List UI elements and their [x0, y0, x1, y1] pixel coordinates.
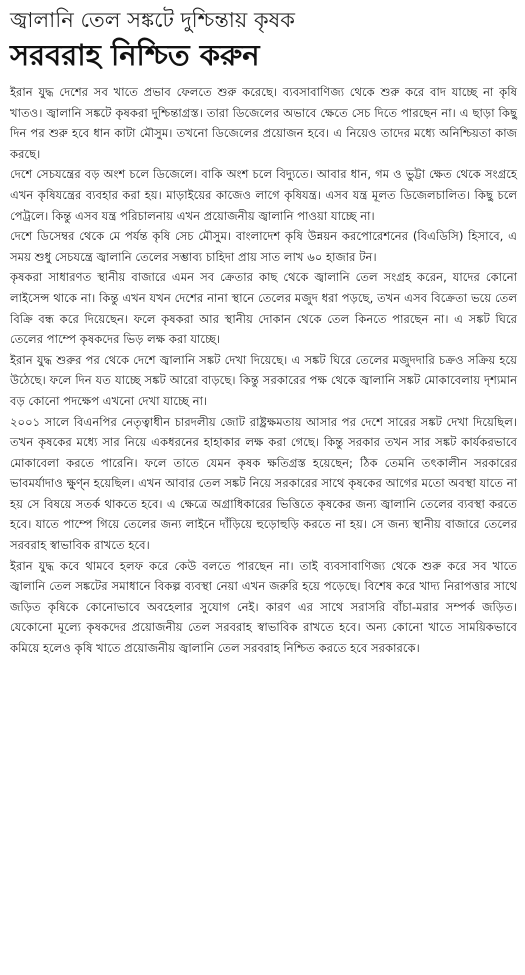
article-paragraph-7: ইরান যুদ্ধ কবে থামবে হলফ করে কেউ বলতে পারছেন না। তাই ব্যবসাবাণিজ্য থেকে শুরু করে সব খাতে জ্বালানি তেল সঙ্কটের সমাধানে বিকল্প ব্যবস্থা নেয়া এখন জরুরি হয়ে পড়েছে। বিশেষ করে খাদ্য নিরাপত্তার সাথে জড়িত কৃষিকে কোনোভাবে অবহেলার সুযোগ নেই। কারণ এর সাথে সরাসরি বাঁচা-মরার সম্পর্ক জড়িত। যেকোনো মূল্যে কৃষকদের প্রয়োজনীয় তেল সরবরাহ স্বাভাবিক রাখতে হবে। অন্য কোনো খাতে সাময়িকভাবে কমিয়ে হলেও কৃষি খাতে প্রয়োজনীয় জ্বালানি তেল সরবরাহ নিশ্চিত করতে হবে সরকারকে।	[10, 558, 518, 656]
article-paragraph-1: ইরান যুদ্ধ দেশের সব খাতে প্রভাব ফেলতে শুরু করেছে। ব্যবসাবাণিজ্য থেকে শুরু করে বাদ যাচ্ছে না কৃষি খাতও। জ্বালানি সঙ্কটে কৃষকরা দুশ্চিন্তাগ্রস্ত। তারা ডিজেলের অভাবে ক্ষেতে সেচ দিতে পারছেন না। এ ছাড়া কিছু দিন পর শুরু হবে ধান কাটা মৌসুম। তখনো ডিজেলের প্রয়োজন হবে। এ নিয়েও তাদের মধ্যে অনিশ্চিয়তা কাজ করছে।	[10, 85, 517, 161]
article-paragraph-4: কৃষকরা সাধারণত স্থানীয় বাজারে এমন সব ক্রেতার কাছ থেকে জ্বালানি তেল সংগ্রহ করেন, যাদের কোনো লাইসেন্স থাকে না। কিন্তু এখন যখন দেশের নানা স্থানে তেলের মজুদ ধরা পড়ছে, তখন এসব বিক্রেতা ভয়ে তেল বিক্রি বন্ধ করে দিয়েছেন। ফলে কৃষকরা আর স্থানীয় দোকান থেকে তেল কিনতে পারছেন না। এ সঙ্কট ঘিরে তেলের পাম্পে কৃষকদের ভিড় লক্ষ করা যাচ্ছে।	[10, 270, 517, 347]
article-body	[10, 82, 517, 659]
article-paragraph-3: দেশে ডিসেম্বর থেকে মে পর্যন্ত কৃষি সেচ মৌসুম। বাংলাদেশ কৃষি উন্নয়ন করপোরেশনের (বিএডিসি) হিসাবে, এ সময় শুধু সেচযন্ত্রে জ্বালানি তেলের সম্ভাব্য চাহিদা প্রায় সাত লাখ ৬০ হাজার টন।	[10, 229, 517, 264]
article-paragraph-5: ইরান যুদ্ধ শুরুর পর থেকে দেশে জ্বালানি সঙ্কট দেখা দিয়েছে। এ সঙ্কট ঘিরে তেলের মজুদদারি চক্রও সক্রিয় হয়ে উঠেছে। ফলে দিন যত যাচ্ছে সঙ্কট আরো বাড়ছে। কিন্তু সরকারের পক্ষ থেকে জ্বালানি সঙ্কট মোকাবেলায় দৃশ্যমান বড় কোনো পদক্ষেপ এখনো দেখা যাচ্ছে না।	[10, 352, 517, 408]
article-kicker: জ্বালানি তেল সঙ্কটে দুশ্চিন্তায় কৃষক	[10, 8, 295, 32]
article-paragraph-2: দেশে সেচযন্ত্রের বড় অংশ চলে ডিজেলে। বাকি অংশ চলে বিদ্যুতে। আবার ধান, গম ও ভুট্টা ক্ষেত থেকে সংগ্রহে এখন কৃষিযন্ত্রের ব্যবহার করা হয়। মাড়াইয়ের কাজেও লাগে কৃষিযন্ত্র। এসব যন্ত্র মূলত ডিজেলচালিত। কিছু চলে পেট্রলে। কিন্তু এসব যন্ত্র পরিচালনায় এখন প্রয়োজনীয় জ্বালানি পাওয়া যাচ্ছে না।	[10, 167, 517, 223]
article-paragraph-6: ২০০১ সালে বিএনপির নেতৃত্বাধীন চারদলীয় জোট রাষ্ট্রক্ষমতায় আসার পর দেশে সারের সঙ্কট দেখা দিয়েছিল। তখন কৃষকের মধ্যে সার নিয়ে একধরনের হাহাকার লক্ষ করা গেছে। কিন্তু সরকার তখন সার সঙ্কট কার্যকরভাবে মোকাবেলা করতে পারেনি। ফলে তাতে যেমন কৃষক ক্ষতিগ্রস্ত হয়েছেন; ঠিক তেমনি তৎকালীন সরকারের ভাবমর্যাদাও ক্ষুণ্ন হয়েছিল। এখন আবার তেল সঙ্কট নিয়ে সরকারের সাথে কৃষকের আগের মতো অবস্থা যাতে না হয় সে বিষয়ে সতর্ক থাকতে হবে। এ ক্ষেত্রে অগ্রাধিকারের ভিত্তিতে কৃষকের জন্য জ্বালানি তেলের ব্যবস্থা করতে হবে। যাতে পাম্পে গিয়ে তেলের জন্য লাইনে দাঁড়িয়ে হুড়োহুড়ি করতে না হয়। সে জন্য স্থানীয় বাজারে তেলের সরবরাহ স্বাভাবিক রাখতে হবে।	[10, 414, 517, 553]
article-headline: সরবরাহ নিশ্চিত করুন	[10, 38, 260, 72]
